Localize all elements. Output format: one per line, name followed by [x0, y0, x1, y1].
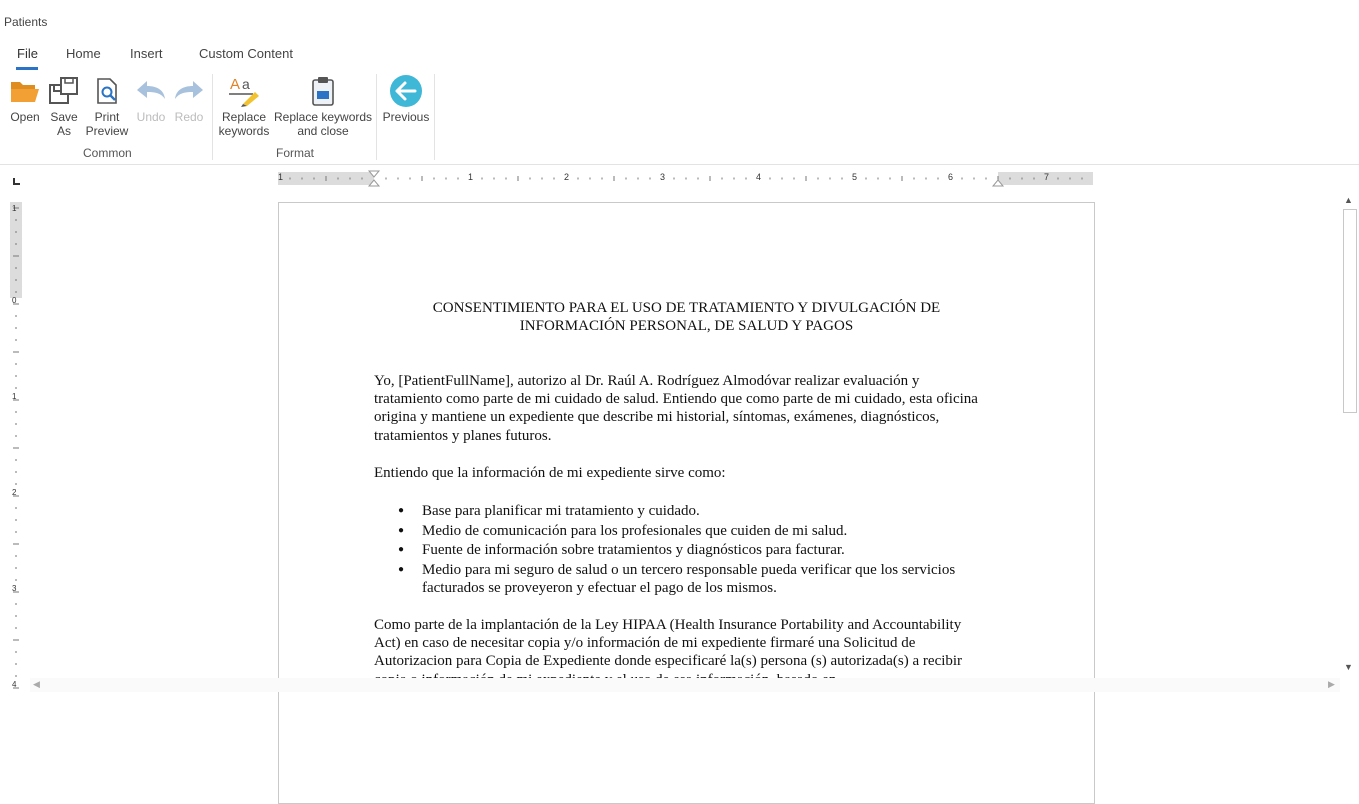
horizontal-ruler[interactable] — [278, 171, 1093, 186]
vertical-ruler[interactable] — [10, 202, 22, 692]
document-page[interactable] — [278, 202, 1095, 804]
group-label-format: Format — [276, 146, 315, 160]
print-preview-icon — [85, 72, 129, 110]
tab-stop-selector[interactable] — [11, 174, 21, 184]
list-item: ● Medio de comunicación para los profesionales que cuiden de mi salud. — [374, 522, 1014, 540]
tab-custom-content[interactable]: Custom Content — [199, 46, 293, 61]
undo-button[interactable] — [133, 72, 169, 124]
h-ruler-number: 1 — [278, 172, 284, 182]
scroll-down-icon[interactable]: ▼ — [1344, 662, 1353, 672]
open-label: Open — [10, 110, 40, 124]
window-title: Patients — [4, 15, 48, 29]
scroll-up-icon[interactable]: ▲ — [1344, 195, 1353, 205]
replace-keywords-button[interactable] — [217, 72, 271, 138]
replace-keywords-label: Replace keywords — [218, 110, 270, 138]
redo-button[interactable] — [171, 72, 207, 124]
previous-label: Previous — [382, 110, 430, 124]
vertical-scrollbar[interactable] — [1340, 193, 1357, 677]
save-as-icon — [46, 72, 82, 110]
svg-text:A: A — [230, 76, 241, 93]
bullet-list — [374, 502, 1014, 599]
previous-button[interactable] — [380, 72, 432, 124]
svg-text:a: a — [242, 76, 250, 92]
replace-keywords-close-label: Replace keywords and close — [274, 110, 373, 138]
scrollbar-thumb[interactable] — [1343, 209, 1357, 413]
undo-label: Undo — [136, 110, 166, 124]
list-item: ● Medio para mi seguro de salud o un tercero responsable pueda verificar que los servicios facturados se proveyeron y efectuar el pago de los mismos. — [374, 561, 992, 597]
h-ruler-number: 6 — [948, 172, 954, 182]
replace-keywords-close-button[interactable] — [274, 72, 372, 138]
scroll-right-icon[interactable]: ▶ — [1328, 679, 1335, 689]
redo-icon — [171, 72, 207, 110]
folder-open-icon — [5, 72, 45, 110]
v-ruler-number: 1 — [12, 204, 17, 213]
paragraph-record-use: Entiendo que la información de mi expediente sirve como: — [374, 465, 726, 481]
tab-file[interactable]: File — [17, 46, 38, 61]
clipboard-icon — [274, 72, 372, 110]
document-title — [279, 299, 1094, 335]
replace-keywords-icon — [217, 72, 271, 110]
v-ruler-number: 0 — [12, 296, 17, 305]
group-divider — [212, 74, 213, 160]
save-as-label: Save As — [50, 110, 78, 138]
tab-insert[interactable]: Insert — [130, 46, 163, 61]
document-title-line: CONSENTIMIENTO PARA EL USO DE TRATAMIENTO Y DIVULGACIÓN DE — [432, 300, 941, 316]
h-ruler-number: 2 — [564, 172, 570, 182]
paragraph-hipaa: Como parte de la implantación de la Ley HIPAA (Health Insurance Portability and Accountability Act) en caso de necesitar copia y/o información de mi expediente firmaré una Solicitud de Autorizacion para Copia de Expediente donde especificaré la(s) persona (s) autorizada(s) a recibir — [374, 617, 963, 670]
redo-label: Redo — [174, 110, 204, 124]
active-tab-indicator — [16, 67, 38, 70]
print-preview-button[interactable] — [85, 72, 129, 138]
open-button[interactable] — [5, 72, 45, 124]
print-preview-label: Print Preview — [85, 110, 129, 138]
scroll-left-icon[interactable]: ◀ — [33, 679, 40, 689]
v-ruler-number: 4 — [12, 680, 17, 689]
paragraph-authorization: Yo, [PatientFullName], autorizo al Dr. Raúl A. Rodríguez Almodóvar realizar evaluación y tratamiento como parte de mi cuidado de salud. Entiendo que como parte de mi cuidado, esta oficina origina y mantiene un expediente que describe mi historial, síntomas, exámenes, diagnósticos, tratamientos y planes futuros. — [374, 373, 978, 444]
v-ruler-number: 2 — [12, 488, 17, 497]
document-title-line: INFORMACIÓN PERSONAL, DE SALUD Y PAGOS — [519, 318, 854, 335]
h-ruler-number: 4 — [756, 172, 762, 182]
h-ruler-number: 5 — [852, 172, 858, 182]
h-ruler-number: 1 — [468, 172, 474, 182]
save-as-button[interactable] — [46, 72, 82, 138]
group-divider — [434, 74, 435, 160]
ribbon — [0, 72, 1359, 165]
list-item: ● Fuente de información sobre tratamientos y diagnósticos para facturar. — [374, 541, 1014, 559]
h-ruler-number: 7 — [1044, 172, 1050, 182]
arrow-left-circle-icon — [380, 72, 432, 110]
tab-home[interactable]: Home — [66, 46, 101, 61]
undo-icon — [133, 72, 169, 110]
horizontal-scrollbar[interactable] — [30, 678, 1340, 692]
v-ruler-number: 1 — [12, 392, 17, 401]
list-item: ● Base para planificar mi tratamiento y cuidado. — [374, 502, 1014, 520]
h-ruler-number: 3 — [660, 172, 666, 182]
group-divider — [376, 74, 377, 160]
v-ruler-number: 3 — [12, 584, 17, 593]
document-canvas[interactable] — [36, 190, 1338, 677]
group-label-common: Common — [83, 146, 132, 160]
